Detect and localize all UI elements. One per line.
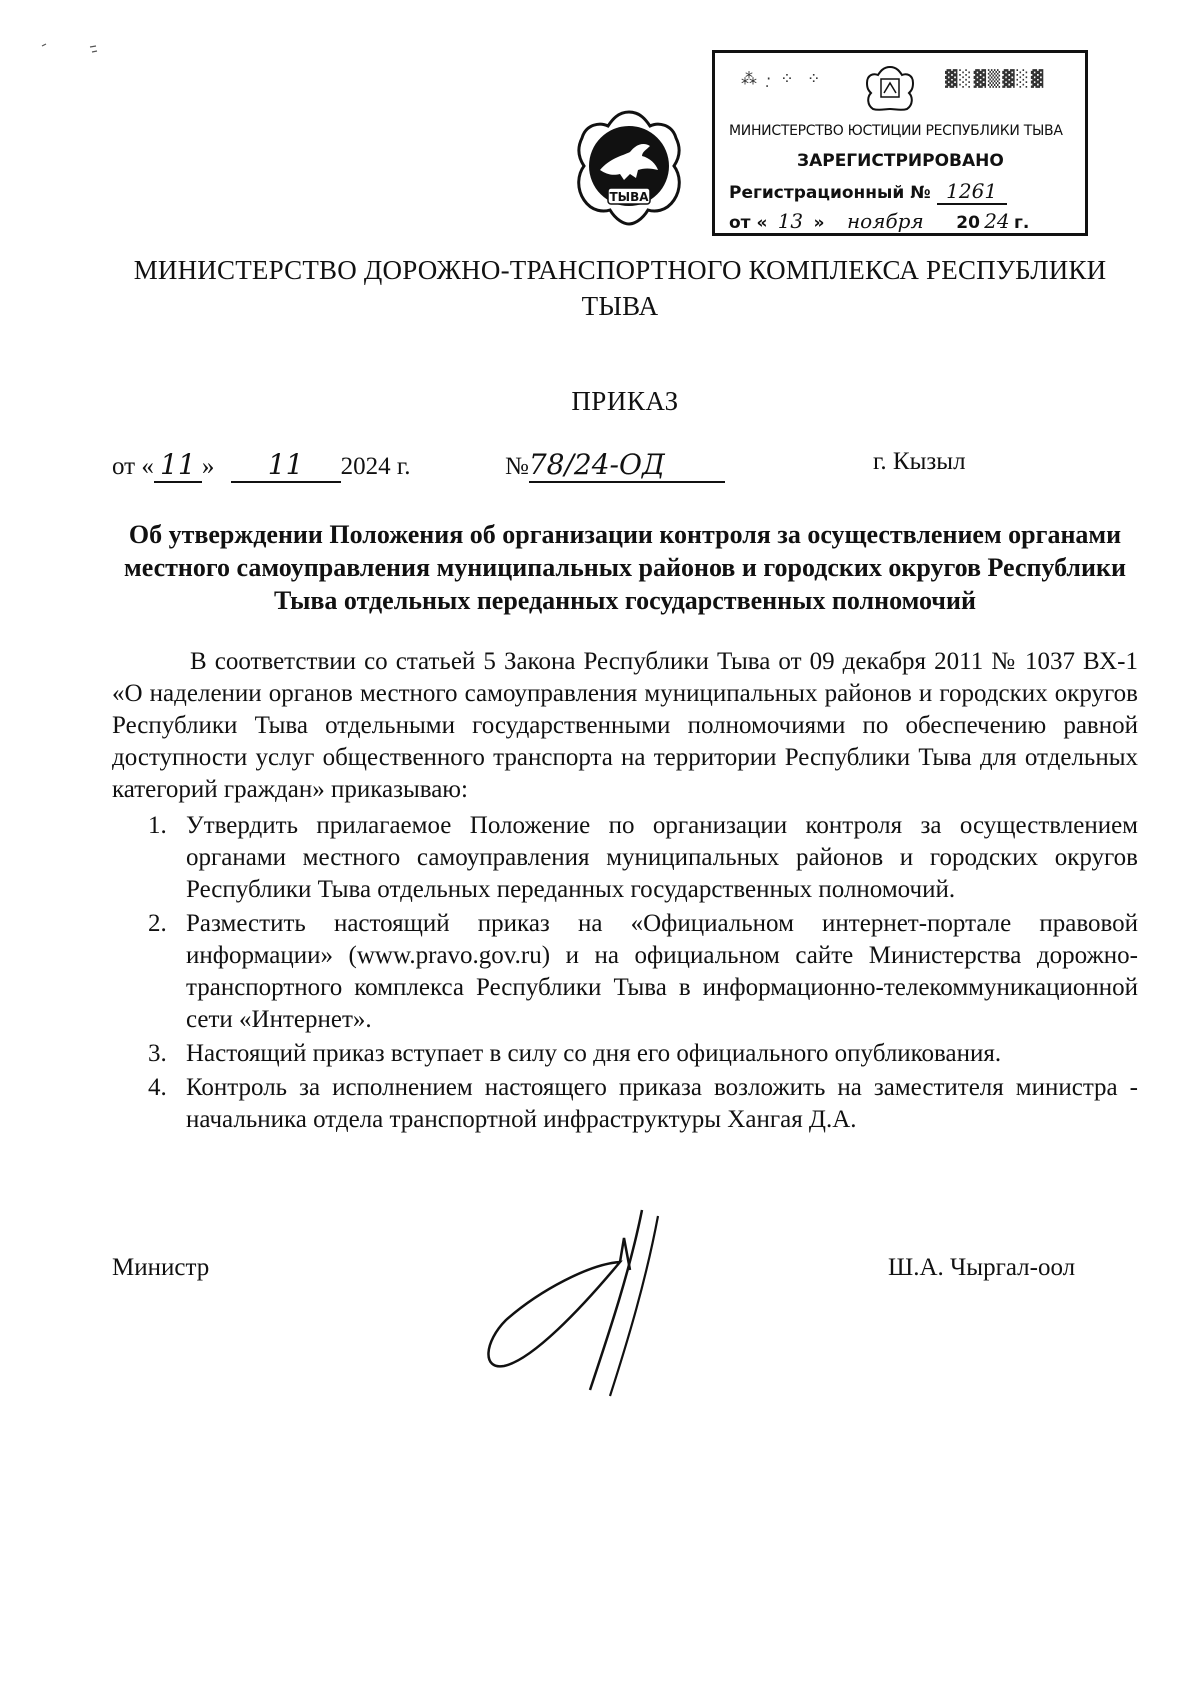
stamp-reg-label: Регистрационный № [729,183,931,203]
stamp-date-month: ноября [830,209,940,235]
order-date [112,448,411,483]
ministry-name-line1: МИНИСТЕРСТВО ДОРОЖНО-ТРАНСПОРТНОГО КОМПЛЕКСА РЕСПУБЛИКИ [133,255,1107,285]
signatory-title: Министр [112,1254,210,1281]
order-item-text: Утвердить прилагаемое Положение по организации контроля за осуществлением органами местного самоуправления муниципальных районов и городских округов Республики Тыва отдельных переданных государственных полномочий. [186,812,1138,903]
order-item [112,908,1138,1036]
order-date-day: 11 [154,448,202,483]
order-preamble [112,646,1138,806]
stamp-noise-right: ▓░▓▒▓░▓ [945,69,1046,88]
order-date-year: 2024 г. [340,453,411,480]
ministry-name-line2: ТЫВА [581,291,659,321]
stamp-noise-mid: ⁘ [807,69,823,88]
stamp-authority: МИНИСТЕРСТВО ЮСТИЦИИ РЕСПУБЛИКИ ТЫВА [729,123,1063,139]
order-subject-rest: об организации контроля за осуществлением органами местного самоуправления муниципальных районов и городских округов Республики Тыва отдельных переданных государственных полномочий [124,520,1126,615]
stamp-year-end: г. [1013,213,1030,233]
order-item-number: 3. [148,1040,167,1067]
order-item-text: Разместить настоящий приказ на «Официальном интернет-портале правовой информации» (www.pravo.gov.ru) и на официальном сайте Министерства дорожно-транспортного комплекса Республики Тыва в информационно-телекоммуникационной сети «Интернет». [186,910,1138,1033]
stamp-date-prefix: от « [729,213,768,233]
stamp-reg-number: 1261 [937,179,1007,205]
order-subject [110,518,1140,617]
order-item-number: 4. [148,1074,167,1101]
preamble-paragraph: В соответствии со статьей 5 Закона Республики Тыва от 09 декабря 2011 № 1037 ВХ-1 «О наделении органов местного самоуправления муниципальных районов и городских округов Республики Тыва отдельными государственными полномочиями по обеспечению равной доступности услуг общественного транспорта на территории Республики Тыва для отдельных категорий граждан» приказываю: [112,648,1138,803]
order-date-prefix: от « [112,453,154,480]
registration-stamp [712,50,1088,236]
order-item [112,810,1138,906]
stamp-date-row [729,209,1029,235]
order-number-prefix: № [505,453,529,480]
order-items-list [112,810,1138,1138]
tuva-coat-of-arms-icon [570,108,688,226]
order-item-number: 2. [148,910,167,937]
stamp-date-day: 13 [767,209,813,235]
order-item [112,1072,1138,1136]
ministry-name [110,252,1130,324]
emblem-text: ТЫВА [609,190,649,204]
scan-specks [40,38,110,58]
stamp-reg-number-row [729,179,1007,205]
order-item-text: Настоящий приказ вступает в силу со дня его официального опубликования. [186,1040,1002,1067]
stamp-registered: ЗАРЕГИСТРИРОВАНО [797,151,1004,171]
document-type: ПРИКАЗ [571,386,679,416]
order-subject-bold: Об утверждении Положения [128,520,464,549]
order-number [505,448,725,483]
order-date-mid: » [201,453,215,480]
stamp-year-prefix: 20 [956,213,980,233]
stamp-emblem-icon [865,65,915,111]
order-number-value: 78/24-ОД [529,448,725,483]
signatory-name: Ш.А. Чыргал-оол [888,1254,1076,1281]
stamp-date-mid: » [813,213,825,233]
order-city: г. Кызыл [873,448,966,475]
order-item [112,1038,1138,1070]
order-item-text: Контроль за исполнением настоящего приказа возложить на заместителя министра - начальника отдела транспортной инфраструктуры Хангая Д.А. [186,1074,1138,1133]
stamp-noise-left: ⁂ ·̣ ⁘ [741,69,796,88]
order-date-month: 11 [231,448,341,483]
stamp-year-suffix: 24 [980,209,1014,235]
handwritten-signature-icon [470,1200,700,1400]
order-item-number: 1. [148,812,167,839]
